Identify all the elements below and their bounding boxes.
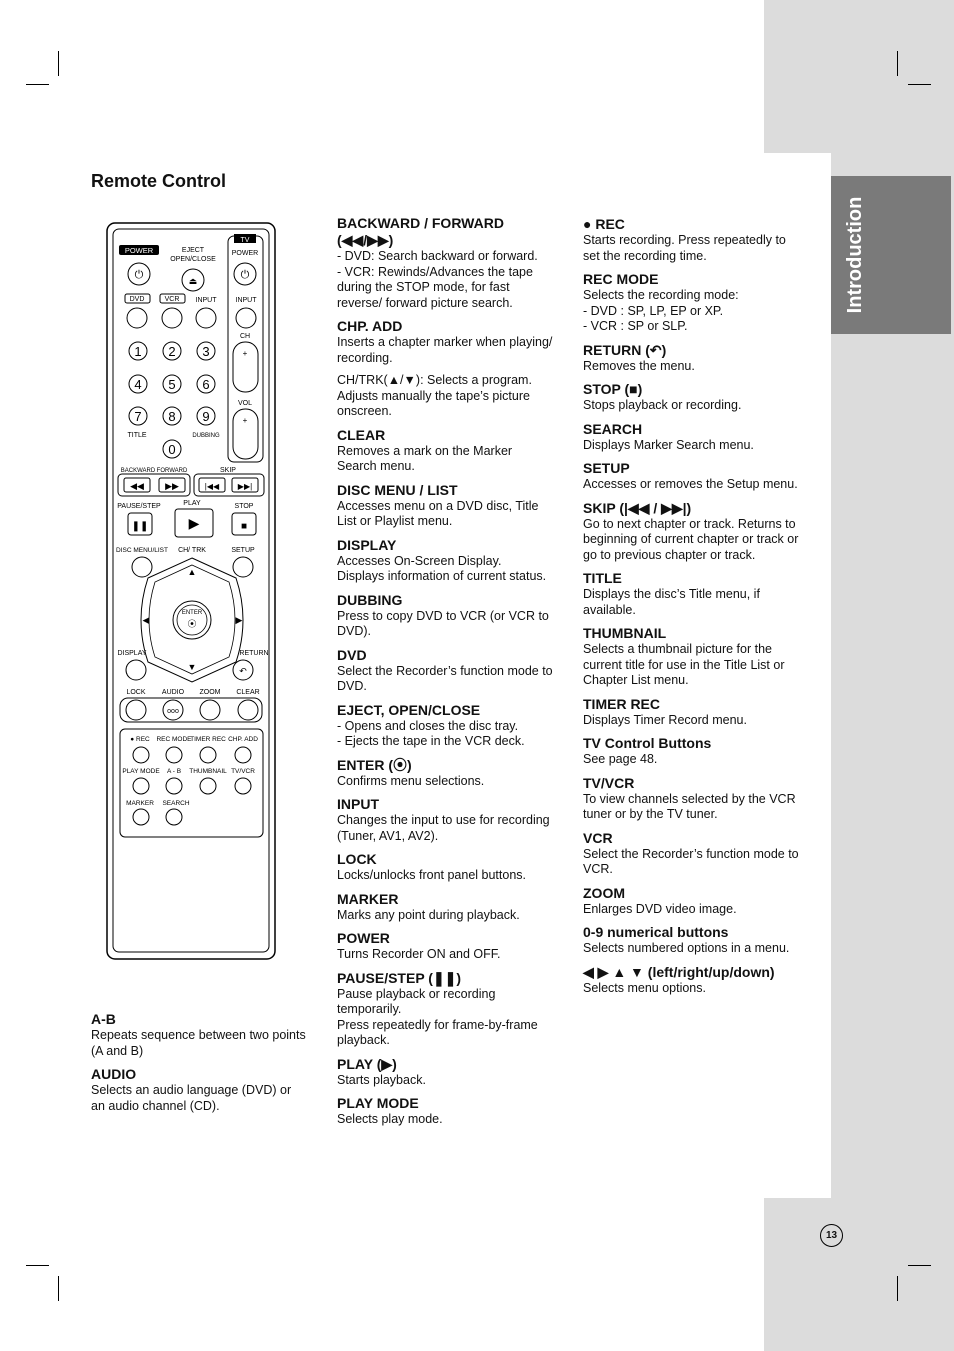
crop-mark <box>897 1276 898 1301</box>
glossary-entry <box>337 891 569 924</box>
glossary-entry <box>583 271 818 335</box>
lock-button <box>126 700 146 720</box>
search-label: SEARCH <box>162 800 190 807</box>
entry-description: - DVD: Search backward or forward. - VCR: Rewinds/Advances the tape during the STOP mode, for fast reverse/ forward picture search. <box>337 249 538 310</box>
dvd-label: DVD <box>129 296 145 303</box>
glossary-entry <box>583 775 818 823</box>
glossary-entry <box>337 537 569 585</box>
entry-heading: SETUP <box>583 460 630 476</box>
side-strip <box>764 0 954 153</box>
entry-heading: THUMBNAIL <box>583 625 667 641</box>
entry-description: Confirms menu selections. <box>337 773 485 788</box>
glossary-entry <box>583 342 818 375</box>
entry-description: Repeats sequence between two points (A and B) <box>91 1028 306 1058</box>
entry-description: See page 48. <box>583 752 658 766</box>
digit-6: 6 <box>202 377 210 392</box>
glossary-entry <box>583 570 818 618</box>
entry-heading: MARKER <box>337 890 399 907</box>
column-middle <box>337 215 569 1135</box>
remote-control-illustration <box>106 222 286 960</box>
display-label: DISPLAY <box>117 650 147 657</box>
digit-0: 0 <box>168 442 176 457</box>
ch-trk-label: CH/ TRK <box>178 547 206 554</box>
ch-label: CH <box>239 333 251 340</box>
dubbing-label: DUBBING <box>192 433 220 439</box>
enter-label: ENTER <box>181 610 203 616</box>
entry-description: Selects the recording mode: - DVD : SP, LP, EP or XP. - VCR : SP or SLP. <box>583 288 739 333</box>
svg-text:⏏: ⏏ <box>188 276 198 286</box>
svg-text:▶: ▶ <box>188 515 200 531</box>
entry-heading: DISC MENU / LIST <box>337 481 458 498</box>
entry-heading: PLAY (▶) <box>337 1055 397 1072</box>
crop-mark <box>908 84 931 85</box>
audio-label: AUDIO <box>161 689 185 696</box>
column-right <box>583 216 818 1003</box>
side-strip <box>764 1198 954 1351</box>
thumbnail-button <box>200 778 216 794</box>
entry-description: Enlarges DVD video image. <box>583 901 737 916</box>
svg-text:⦿: ⦿ <box>187 619 197 629</box>
backward-label: BACKWARD <box>120 468 156 474</box>
entry-heading: REC MODE <box>583 271 659 287</box>
entry-description: Go to next chapter or track. Returns to beginning of current chapter or track or go to previous chapter or track. <box>583 516 799 562</box>
entry-heading: PAUSE/STEP (❚❚) <box>337 969 462 986</box>
glossary-entry <box>337 970 569 1049</box>
entry-heading: TIMER REC <box>583 695 660 712</box>
entry-heading: BACKWARD / FORWARD (◀◀/▶▶) <box>337 215 504 248</box>
entry-description: CH/TRK(▲/▼): Selects a program. Adjusts manually the tape’s picture onscreen. <box>337 373 532 418</box>
rec-label: ● REC <box>130 736 150 743</box>
tv-badge: TV <box>240 237 250 244</box>
entry-description: Pause playback or recording temporarily. Press repeatedly for frame-by-frame playback. <box>337 986 538 1047</box>
digit-4: 4 <box>134 377 142 392</box>
entry-description: Starts playback. <box>337 1072 426 1087</box>
zoom-button <box>200 700 220 720</box>
glossary-entry <box>583 625 818 689</box>
crop-mark <box>58 51 59 76</box>
page-number: 13 <box>820 1224 843 1247</box>
svg-text:+: + <box>242 416 248 425</box>
glossary-entry <box>337 318 569 366</box>
entry-description: Changes the input to use for recording (Tuner, AV1, AV2). <box>337 813 550 843</box>
vcr-button <box>162 308 182 328</box>
entry-heading: PLAY MODE <box>337 1095 419 1111</box>
svg-text:▶▶: ▶▶ <box>165 481 179 491</box>
glossary-entry <box>337 482 569 530</box>
title-label: TITLE <box>127 432 147 439</box>
play-mode-button <box>133 778 149 794</box>
svg-text:⏻: ⏻ <box>134 269 144 281</box>
svg-text:▼: ▼ <box>187 662 197 672</box>
glossary-entry <box>337 1095 569 1128</box>
entry-description: Displays Timer Record menu. <box>583 712 747 727</box>
crop-mark <box>26 1265 49 1266</box>
search-button <box>166 809 182 825</box>
digit-7: 7 <box>134 409 142 424</box>
entry-description: Selects numbered options in a menu. <box>583 941 790 955</box>
glossary-entry <box>337 647 569 695</box>
glossary-entry <box>91 1011 326 1059</box>
thumbnail-label: THUMBNAIL <box>189 768 227 775</box>
entry-heading: CLEAR <box>337 426 386 443</box>
glossary-entry <box>337 427 569 475</box>
digit-1: 1 <box>134 344 142 359</box>
entry-heading: STOP (■) <box>583 381 643 397</box>
ab-label: A - B <box>166 768 182 775</box>
glossary-entry <box>337 592 569 640</box>
svg-text:▶▶|: ▶▶| <box>237 482 253 491</box>
glossary-entry <box>583 830 818 878</box>
entry-description: Accesses menu on a DVD disc, Title List or Playlist menu. <box>337 498 539 528</box>
glossary-entry <box>583 421 818 454</box>
svg-text:↶: ↶ <box>239 666 247 676</box>
input-button <box>196 308 216 328</box>
glossary-entry <box>583 735 818 768</box>
svg-text:◀: ◀ <box>142 615 150 625</box>
entry-description: Turns Recorder ON and OFF. <box>337 947 501 961</box>
tv-input-label: INPUT <box>235 297 257 304</box>
entry-heading: ◀ ▶ ▲ ▼ (left/right/up/down) <box>583 963 775 980</box>
chp-add-button <box>235 747 251 763</box>
vol-label: VOL <box>237 400 253 407</box>
rec-mode-button <box>166 747 182 763</box>
ab-button <box>166 778 182 794</box>
svg-text:ooo: ooo <box>167 708 179 715</box>
entry-heading: ZOOM <box>583 884 625 901</box>
entry-heading: POWER <box>337 930 390 946</box>
svg-text:■: ■ <box>240 521 248 532</box>
entry-heading: DISPLAY <box>337 536 397 553</box>
entry-heading: LOCK <box>337 851 377 867</box>
glossary-entry <box>337 930 569 963</box>
entry-description: Displays the disc’s Title menu, if available. <box>583 587 760 617</box>
digit-9: 9 <box>202 409 210 424</box>
glossary-entry <box>583 381 818 414</box>
marker-button <box>133 809 149 825</box>
setup-button <box>233 557 253 577</box>
entry-description: Selects play mode. <box>337 1112 443 1126</box>
entry-heading: AUDIO <box>91 1066 137 1082</box>
svg-text:+: + <box>242 349 248 358</box>
glossary-entry <box>583 885 818 918</box>
entry-heading: TITLE <box>583 570 622 586</box>
forward-label: FORWARD <box>156 468 188 474</box>
glossary-entry <box>337 373 569 420</box>
pause-step-label: PAUSE/STEP <box>117 503 161 510</box>
entry-description: Press to copy DVD to VCR (or VCR to DVD). <box>337 608 549 638</box>
setup-label: SETUP <box>231 547 255 554</box>
vcr-label: VCR <box>164 296 180 303</box>
svg-text:❚❚: ❚❚ <box>131 521 149 532</box>
entry-heading: TV/VCR <box>583 774 635 791</box>
entry-description: Select the Recorder’s function mode to VCR. <box>583 846 799 876</box>
entry-description: - Opens and closes the disc tray. - Ejects the tape in the VCR deck. <box>337 718 525 748</box>
marker-label: MARKER <box>126 800 154 807</box>
crop-mark <box>58 1276 59 1301</box>
entry-description: Selects menu options. <box>583 980 706 995</box>
entry-heading: A-B <box>91 1011 116 1027</box>
zoom-label: ZOOM <box>199 689 221 696</box>
glossary-entry <box>337 702 569 750</box>
timer-rec-button <box>200 747 216 763</box>
column-left <box>91 1011 326 1121</box>
skip-label: SKIP <box>220 467 236 474</box>
entry-description: Accesses or removes the Setup menu. <box>583 477 798 491</box>
tv-vcr-label: TV/VCR <box>231 768 255 775</box>
entry-heading: DVD <box>337 646 367 663</box>
entry-description: Removes a mark on the Marker Search menu. <box>337 443 513 473</box>
play-mode-label: PLAY MODE <box>122 768 160 775</box>
entry-description: Starts recording. Press repeatedly to set the recording time. <box>583 233 786 263</box>
glossary-entry <box>337 1056 569 1089</box>
entry-heading: SEARCH <box>583 420 643 437</box>
entry-heading: VCR <box>583 829 613 846</box>
crop-mark <box>908 1265 931 1266</box>
tv-vcr-button <box>235 778 251 794</box>
entry-description: To view channels selected by the VCR tuner or by the TV tuner. <box>583 791 796 821</box>
disc-menu-button <box>132 557 152 577</box>
digit-5: 5 <box>168 377 176 392</box>
rec-mode-label: REC MODE <box>156 736 192 743</box>
play-label: PLAY <box>183 500 201 507</box>
digit-3: 3 <box>202 344 210 359</box>
svg-text:◀◀: ◀◀ <box>130 481 144 491</box>
svg-text:▲: ▲ <box>187 567 197 577</box>
entry-heading: TV Control Buttons <box>583 735 712 751</box>
entry-heading: INPUT <box>337 796 379 812</box>
entry-description: Selects a thumbnail picture for the current title for use in the Title List or Chapter List menu. <box>583 642 785 687</box>
glossary-entry <box>583 696 818 729</box>
entry-description: Inserts a chapter marker when playing/ recording. <box>337 335 553 365</box>
digit-2: 2 <box>168 344 176 359</box>
chp-add-label: CHP. ADD <box>228 736 258 743</box>
entry-description: Accesses On-Screen Display. Displays information of current status. <box>337 553 547 583</box>
eject-label-2: OPEN/CLOSE <box>170 256 216 263</box>
lock-label: LOCK <box>126 689 146 696</box>
entry-heading: EJECT, OPEN/CLOSE <box>337 701 481 718</box>
entry-heading: ● REC <box>583 216 625 232</box>
clear-button <box>238 700 258 720</box>
rec-button <box>133 747 149 763</box>
section-tab <box>831 176 951 334</box>
dvd-button <box>127 308 147 328</box>
tv-input-button <box>236 308 256 328</box>
entry-description: Marks any point during playback. <box>337 907 520 922</box>
glossary-entry <box>583 924 818 957</box>
eject-label: EJECT <box>181 247 205 254</box>
entry-heading: SKIP (|◀◀ / ▶▶|) <box>583 499 692 516</box>
glossary-entry <box>583 500 818 564</box>
svg-text:|◀◀: |◀◀ <box>204 482 220 491</box>
tv-power-label: POWER <box>231 250 259 257</box>
entry-heading: CHP. ADD <box>337 318 403 334</box>
entry-description: Stops playback or recording. <box>583 398 742 412</box>
disc-menu-label: DISC MENU/LIST <box>115 547 169 554</box>
crop-mark <box>26 84 49 85</box>
page-title: Remote Control <box>91 171 226 191</box>
glossary-entry <box>91 1066 326 1114</box>
timer-rec-label: TIMER REC <box>190 736 226 743</box>
glossary-entry <box>337 757 569 790</box>
glossary-entry <box>583 460 818 493</box>
glossary-entry <box>583 216 818 264</box>
section-tab-label: Introduction <box>844 196 866 314</box>
entry-description: Removes the menu. <box>583 358 695 373</box>
clear-label: CLEAR <box>236 689 260 696</box>
svg-text:▶: ▶ <box>235 615 243 625</box>
input-label: INPUT <box>195 297 217 304</box>
glossary-entry <box>337 851 569 884</box>
entry-heading: DUBBING <box>337 591 403 608</box>
crop-mark <box>897 51 898 76</box>
entry-description: Locks/unlocks front panel buttons. <box>337 868 527 882</box>
display-button <box>126 660 146 680</box>
digit-8: 8 <box>168 409 176 424</box>
return-label: RETURN <box>239 650 269 657</box>
glossary-entry <box>337 215 569 311</box>
entry-heading: 0-9 numerical buttons <box>583 924 729 940</box>
entry-description: Selects an audio language (DVD) or an audio channel (CD). <box>91 1083 292 1113</box>
glossary-entry <box>583 964 818 997</box>
entry-heading: ENTER (⦿) <box>337 756 412 773</box>
stop-label: STOP <box>234 503 254 510</box>
entry-description: Select the Recorder’s function mode to DVD. <box>337 663 553 693</box>
svg-text:⏻: ⏻ <box>240 269 250 281</box>
glossary-entry <box>337 796 569 844</box>
power-label: POWER <box>124 246 154 255</box>
entry-description: Displays Marker Search menu. <box>583 437 754 452</box>
entry-heading: RETURN (↶) <box>583 341 667 358</box>
